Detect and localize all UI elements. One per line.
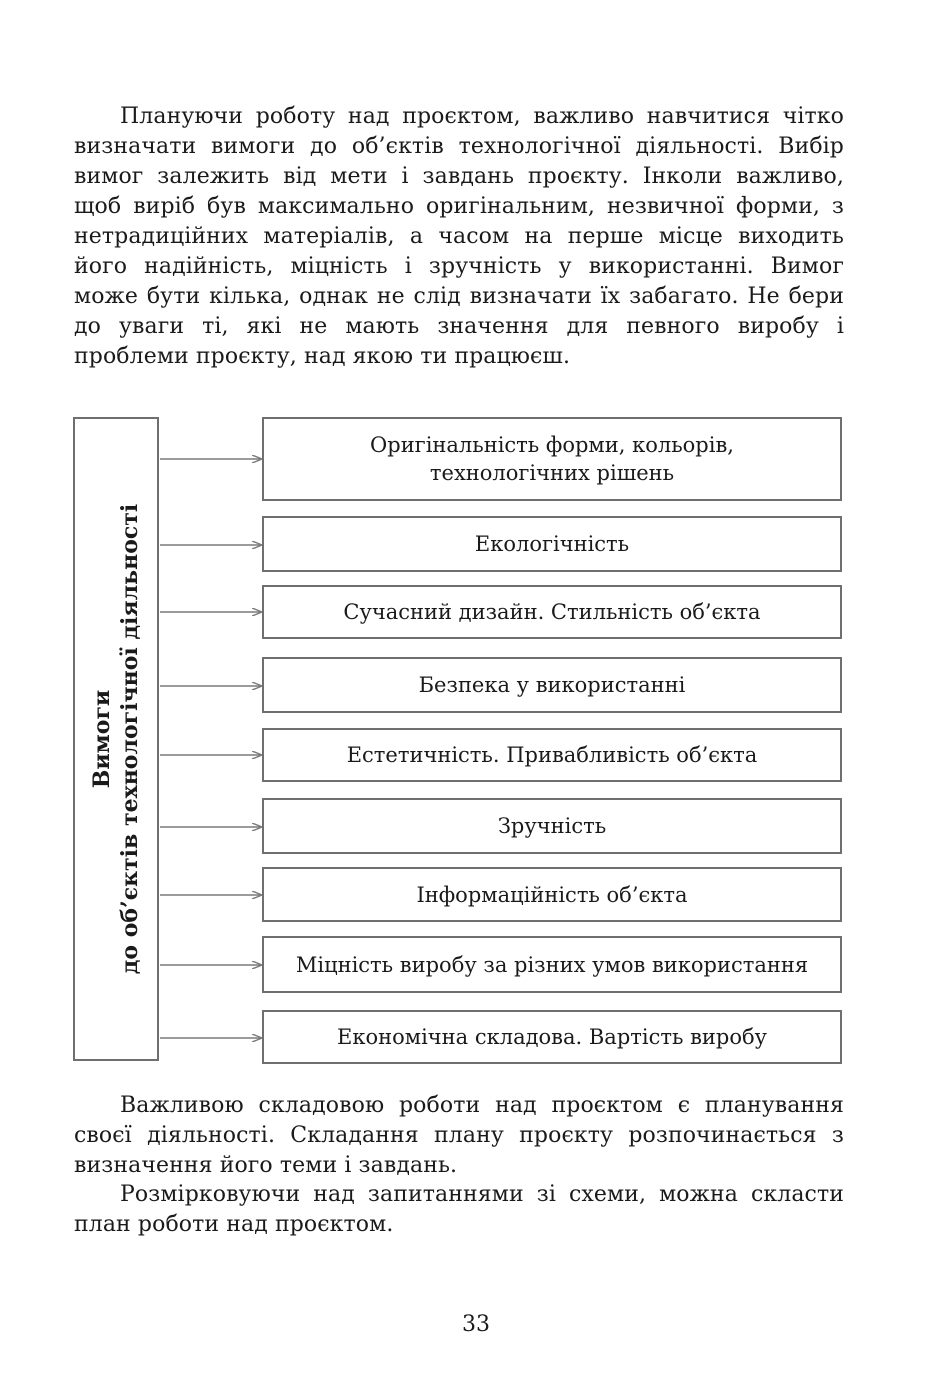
requirement-text: Екологічність [474, 532, 630, 556]
requirement-text: Сучасний дизайн. Стильність об’єкта [343, 600, 761, 624]
page-number: 33 [462, 1312, 490, 1337]
requirement-box-originality [262, 417, 842, 501]
requirement-box-convenience [262, 798, 842, 854]
requirement-text: Естетичність. Привабливість об’єкта [346, 743, 758, 767]
requirement-text: технологічних рішень [429, 461, 675, 485]
requirements-root-box [73, 417, 159, 1061]
requirement-box-economy [262, 1010, 842, 1064]
requirement-box-design [262, 585, 842, 639]
requirement-box-durability [262, 936, 842, 993]
requirement-box-informativeness [262, 867, 842, 922]
requirement-box-aesthetics [262, 728, 842, 782]
requirement-text: Міцність виробу за різних умов використання [295, 952, 809, 977]
requirement-box-safety [262, 657, 842, 713]
requirement-text: Економічна складова. Вартість виробу [337, 1025, 767, 1049]
reflection-paragraph: Розмірковуючи над запитаннями зі схеми, можна скласти план роботи над проєктом. [74, 1182, 844, 1237]
requirements-root-label [88, 504, 144, 975]
requirement-box-ecology [262, 516, 842, 572]
requirement-text: Безпека у використанні [418, 673, 686, 697]
intro-paragraph: Плануючи роботу над проєктом, важливо навчитися чітко визначати вимоги до об’єктів технологічної діяльності. Вибір вимог залежить від мети і завдань проєкту. Інколи важливо, щоб виріб був максимально оригінальним, незвичної форми, з нетрадиційних матеріалів, а часом на перше місце виходить його надійність, міцність і зручність у використанні. Вимог може бути кілька, однак не слід визначати їх забагато. Не бери до уваги ті, які не мають значення для певного виробу і проблеми проєкту, над якою ти працюєш. [74, 104, 844, 369]
planning-paragraph: Важливою складовою роботи над проєктом є планування своєї діяльності. Складання плану проєкту розпочинається з визначення його теми і завдань. [74, 1093, 844, 1178]
root-label-line-1: Вимоги [89, 689, 115, 789]
root-label-line-2: до об’єктів технологічної діяльності [117, 503, 143, 975]
requirement-text: Оригінальність форми, кольорів, [370, 433, 734, 457]
requirement-text: Зручність [497, 814, 607, 838]
requirement-text: Інформаційність об’єкта [416, 882, 688, 907]
